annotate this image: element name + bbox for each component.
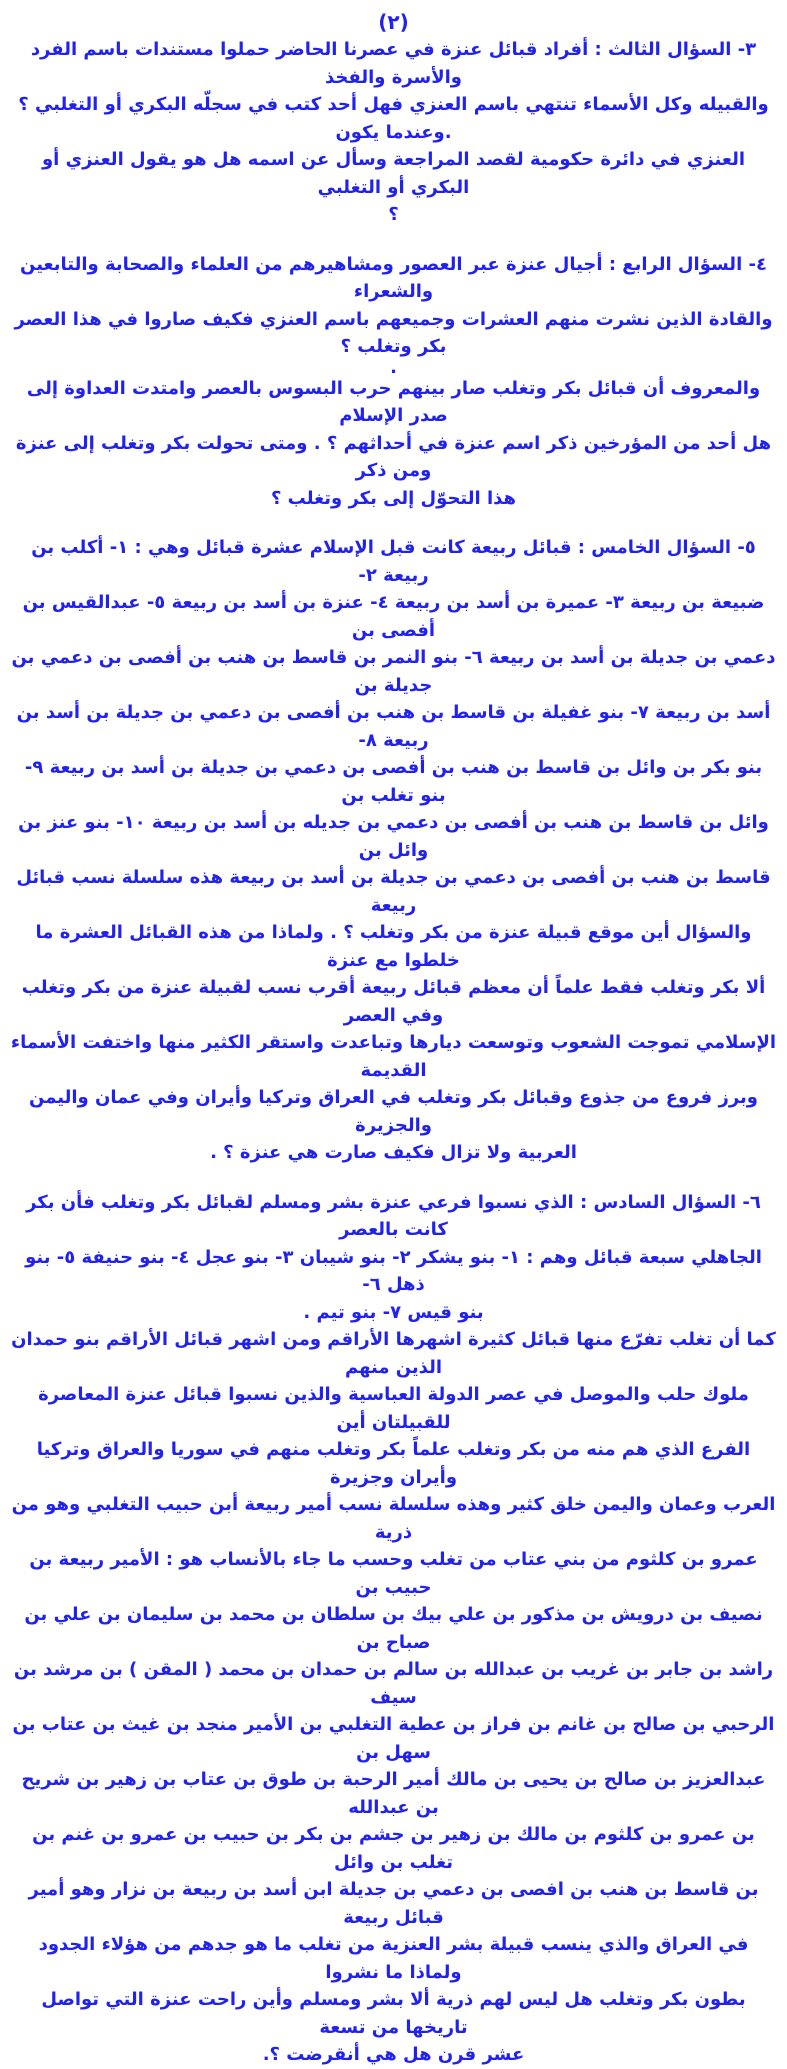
text-line: كما أن تغلب تفرّع منها قبائل كثيرة اشهرها الأراقم ومن اشهر قبائل الأراقم بنو حمدان الذين منهم bbox=[11, 1329, 776, 1378]
text-line: ٥- السؤال الخامس : قبائل ربيعة كانت قبل الإسلام عشرة قبائل وهي : ١- أكلب بن ربيعة ٢- bbox=[31, 537, 756, 586]
text-line: ضبيعة بن ربيعة ٣- عميرة بن أسد بن ربيعة ٤- عنزة بن أسد بن ربيعة ٥- عبدالقيس بن أفصى بن bbox=[22, 592, 765, 641]
text-line: وائل بن قاسط بن هنب بن أفصى بن دعمي بن جديله بن أسد بن ربيعة ١٠- بنو عنز بن وائل بن bbox=[18, 812, 769, 861]
text-line: والمعروف أن قبائل بكر وتغلب صار بينهم حرب البسوس بالعصر وامتدت العداوة إلى صدر الإسلام bbox=[26, 377, 761, 426]
text-line: هذا التحوّل إلى بكر وتغلب ؟ bbox=[270, 487, 517, 509]
text-line: دعمي بن جديلة بن أسد بن ربيعة ٦- بنو النمر بن قاسط بن هنب بن أفصى بن دعمي بن جديلة بن bbox=[11, 647, 776, 696]
text-line: والقبيله وكل الأسماء تنتهي باسم العنزي فهل أحد كتب في سجلّه البكري أو التغلبي ؟ .وعندما يكون bbox=[18, 94, 769, 143]
text-line: العرب وعمان واليمن خلق كثير وهذه سلسلة نسب أمير ربيعة أبن حبيب التغلبي وهو من ذرية bbox=[11, 1494, 776, 1543]
text-line: الرحبي بن صالح بن غانم بن فراز بن عطية التغلبي بن الأمير منجد بن غيث بن عتاب بن سهل بن bbox=[12, 1714, 775, 1763]
text-line: ألا بكر وتغلب فقط علماً أن معظم قبائل ربيعة أقرب نسب لقبيلة عنزة من بكر وتغلب وفي العصر bbox=[21, 977, 766, 1026]
question-3 bbox=[10, 36, 777, 229]
separator-dot: . bbox=[390, 356, 397, 378]
text-line: عشر قرن هل هي أنقرضت ؟. bbox=[262, 2044, 525, 2065]
text-line: بنو قيس ٧- بنو تيم . bbox=[303, 1301, 484, 1323]
text-line: الإسلامي تموجت الشعوب وتوسعت ديارها وتباعدت واستقر الكثير منها واختفت الأسماء القديمة bbox=[10, 1032, 777, 1081]
text-line: والسؤال أين موقع قبيلة عنزة من بكر وتغلب ؟ . ولماذا من هذه القبائل العشرة ما خلطوا مع عنزة bbox=[35, 922, 752, 971]
text-line: قاسط بن هنب بن أفصى بن دعمي بن جديلة بن أسد بن ربيعة هذه سلسلة نسب قبائل ربيعة bbox=[16, 867, 771, 916]
text-line: أسد بن ربيعة ٧- بنو غفيلة بن قاسط بن هنب بن أفصى بن دعمي بن جديلة بن أسد بن ربيعة ٨- bbox=[16, 702, 771, 751]
text-line: العنزي في دائرة حكومية لقصد المراجعة وسأل عن اسمه هل هو يقول العنزي أو البكري أو التغلبي bbox=[41, 149, 745, 198]
text-line: عمرو بن كلثوم من بني عتاب من تغلب وحسب ما جاء بالأنساب هو : الأمير ربيعة بن حبيب بن bbox=[29, 1549, 758, 1598]
question-4-continued bbox=[10, 375, 777, 513]
text-line: ؟ bbox=[388, 204, 399, 225]
text-line: بطون بكر وتغلب هل ليس لهم ذرية ألا بشر ومسلم وأين راحت عنزة التي تواصل تاريخها من تسعة bbox=[41, 1989, 746, 2038]
page-number: (٢) bbox=[378, 10, 409, 34]
text-line: الجاهلي سبعة قبائل وهم : ١- بنو يشكر ٢- بنو شيبان ٣- بنو عجل ٤- بنو حنيفة ٥- بنو ذهل ٦- bbox=[25, 1246, 762, 1295]
text-line: العربية ولا تزال فكيف صارت هي عنزة ؟ . bbox=[210, 1142, 577, 1163]
text-line: في العراق والذي ينسب قبيلة بشر العنزية من تغلب ما هو جدهم من هؤلاء الجدود ولماذا ما نشروا bbox=[38, 1934, 749, 1983]
question-6 bbox=[10, 1189, 777, 1327]
question-4 bbox=[10, 251, 777, 361]
text-line: بن قاسط بن هنب بن افصى بن دعمي بن جديلة ابن أسد بن ربيعة بن نزار وهو أمير قبائل ربيعة bbox=[28, 1879, 759, 1928]
text-line: بن عمرو بن كلثوم بن مالك بن زهير بن جشم بن بكر بن حبيب بن عمرو بن غنم بن تغلب بن وائل bbox=[32, 1824, 755, 1873]
text-line: عبدالعزيز بن صالح بن يحيى بن مالك أمير الرحبة بن طوق بن عتاب بن زهير بن شريح بن عبدالله bbox=[21, 1769, 766, 1818]
question-6-continued bbox=[10, 1326, 777, 2069]
text-line: ٣- السؤال الثالث : أفراد قبائل عنزة في عصرنا الحاضر حملوا مستندات باسم الفرد والأسرة والفخذ bbox=[30, 39, 757, 88]
text-line: ٦- السؤال السادس : الذي نسبوا فرعي عنزة بشر ومسلم لقبائل بكر وتغلب فأن بكر كانت بالعصر bbox=[26, 1191, 761, 1240]
question-5 bbox=[10, 534, 777, 1167]
text-line: راشد بن جابر بن غريب بن عبدالله بن سالم بن حمدان بن محمد ( المقن ) بن مرشد بن سيف bbox=[13, 1659, 774, 1708]
text-line: وبرز فروع من جذوع وقبائل بكر وتغلب في العراق وتركيا وأيران وفي عمان واليمن والجزيرة bbox=[29, 1087, 758, 1136]
text-line: الفرع الذي هم منه من بكر وتغلب علماً بكر وتغلب منهم في سوريا والعراق وتركيا وأيران وجزيرة bbox=[36, 1439, 751, 1488]
text-line: بنو بكر بن وائل بن قاسط بن هنب بن أفصى بن دعمي بن جديلة بن أسد بن ربيعة ٩- بنو تغلب بن bbox=[24, 757, 763, 806]
text-line: ملوك حلب والموصل في عصر الدولة العباسية والذين نسبوا قبائل عنزة المعاصرة للقبيلتان أين bbox=[38, 1384, 749, 1433]
text-line: نصيف بن درويش بن مذكور بن علي بيك بن سلطان بن محمد بن سليمان بن علي بن صباح بن bbox=[24, 1604, 763, 1653]
text-line: هل أحد من المؤرخين ذكر اسم عنزة في أحداثهم ؟ . ومتى تحولت بكر وتغلب إلى عنزة ومن ذكر bbox=[15, 432, 772, 481]
text-line: والقادة الذين نشرت منهم العشرات وجميعهم باسم العنزي فكيف صاروا في هذا العصر بكر وتغلب ؟ bbox=[14, 308, 773, 357]
text-line: ٤- السؤال الرابع : أجيال عنزة عبر العصور ومشاهيرهم من العلماء والصحابة والتابعين والشعراء bbox=[20, 253, 767, 302]
